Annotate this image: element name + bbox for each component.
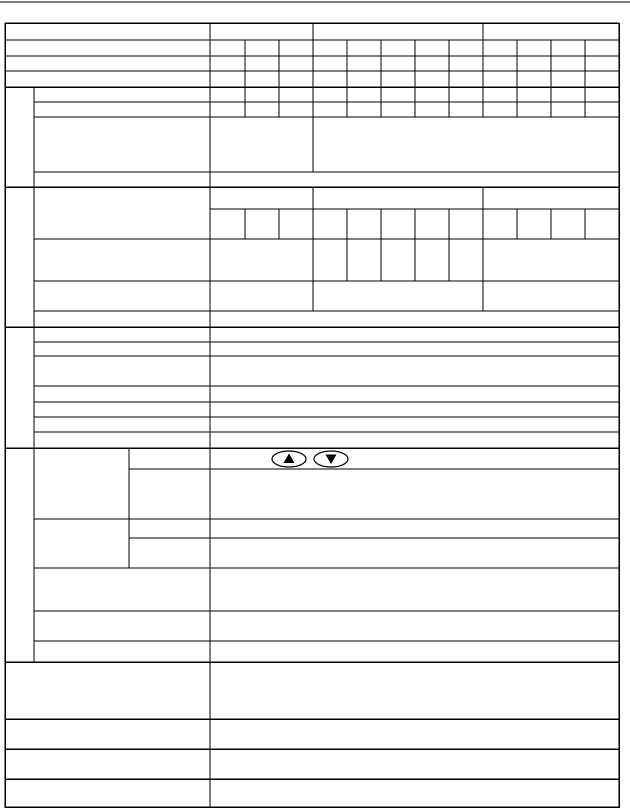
section-c [5,327,619,448]
table-grid [5,23,619,808]
footer-block [5,662,619,807]
up-arrow-button-icon [272,451,306,467]
section-a [5,87,619,187]
header-block [5,23,619,87]
down-arrow-button-icon [314,451,348,467]
section-b [5,187,619,327]
section-d [5,448,619,662]
